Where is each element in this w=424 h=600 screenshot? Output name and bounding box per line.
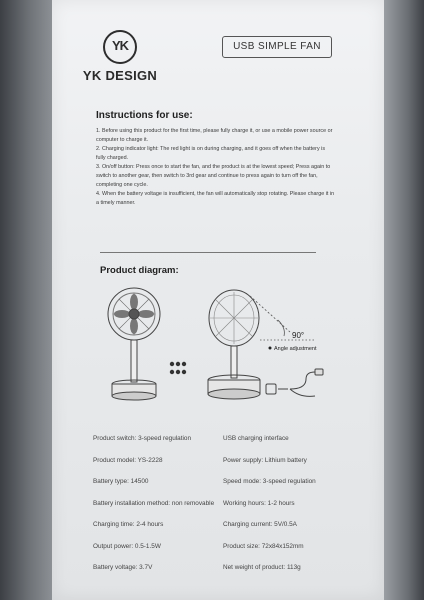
spec-left: Battery voltage: 3.7V	[93, 564, 153, 571]
angle-value: 90°	[292, 331, 305, 340]
spec-left: Product switch: 3-speed regulation	[93, 435, 192, 442]
spec-row	[93, 455, 353, 477]
spec-left: Battery type: 14500	[93, 478, 149, 485]
spec-right: Power supply: Lithium battery	[223, 456, 307, 464]
diagram-title: Product diagram:	[100, 265, 179, 276]
spec-right: Working hours: 1-2 hours	[223, 499, 295, 507]
angle-adjustment-marker	[250, 296, 314, 340]
brand-name: YK DESIGN	[82, 68, 158, 83]
instructions-list	[96, 127, 336, 209]
fan-side-view	[208, 290, 260, 399]
spec-right: Product size: 72x84x152mm	[223, 542, 304, 550]
instruction-item: 1. Before using this product for the first time, please fully charge it, or use a mobile power source or computer to charge it.	[96, 128, 333, 143]
spec-left: Charging time: 2-4 hours	[93, 521, 164, 528]
spec-row	[93, 541, 353, 563]
spec-right: Net weight of product: 113g	[223, 564, 301, 571]
box-left-edge	[0, 0, 52, 600]
fan-front-view	[108, 288, 160, 400]
instruction-item: 4. When the battery voltage is insufficient, the fan will automatically stop rotating. Please charge it in a timely manner.	[96, 191, 335, 207]
logo-emblem	[103, 30, 137, 64]
spec-row	[93, 519, 353, 541]
spec-left: Battery installation method: non removable	[93, 499, 215, 507]
product-name-label: USB SIMPLE FAN	[222, 36, 332, 58]
spec-row	[93, 562, 353, 584]
instruction-item: 2. Charging indicator light: The red light is on during charging, and it goes off when the battery is fully charged.	[96, 146, 326, 161]
spec-right: Speed mode: 3-speed regulation	[223, 478, 316, 485]
spec-right: USB charging interface	[223, 435, 289, 442]
spec-table	[93, 433, 353, 584]
spec-row	[93, 476, 353, 498]
box-right-edge	[384, 0, 424, 600]
logo-letters: YK	[111, 38, 129, 53]
spec-left: Output power: 0.5-1.5W	[93, 542, 161, 550]
spec-row	[93, 498, 353, 520]
angle-caption: Angle adjustment	[274, 346, 317, 352]
spec-right: Charging current: 5V/0.5A	[223, 521, 297, 528]
usb-cable	[266, 369, 323, 396]
brand-logo	[70, 18, 170, 88]
spec-row	[93, 433, 353, 455]
instructions-title: Instructions for use:	[96, 110, 193, 121]
speed-buttons-callout	[170, 362, 186, 374]
product-diagram	[100, 280, 336, 410]
spec-left: Product model: YS-2228	[93, 456, 163, 464]
instruction-item: 3. On/off button: Press once to start the fan, and the product is at the lowest speed; Press again to switch to another gear, then switch to 3rd gear and continue to press again to turn off the fan, completing one cycle.	[96, 164, 331, 188]
section-divider	[100, 252, 316, 253]
